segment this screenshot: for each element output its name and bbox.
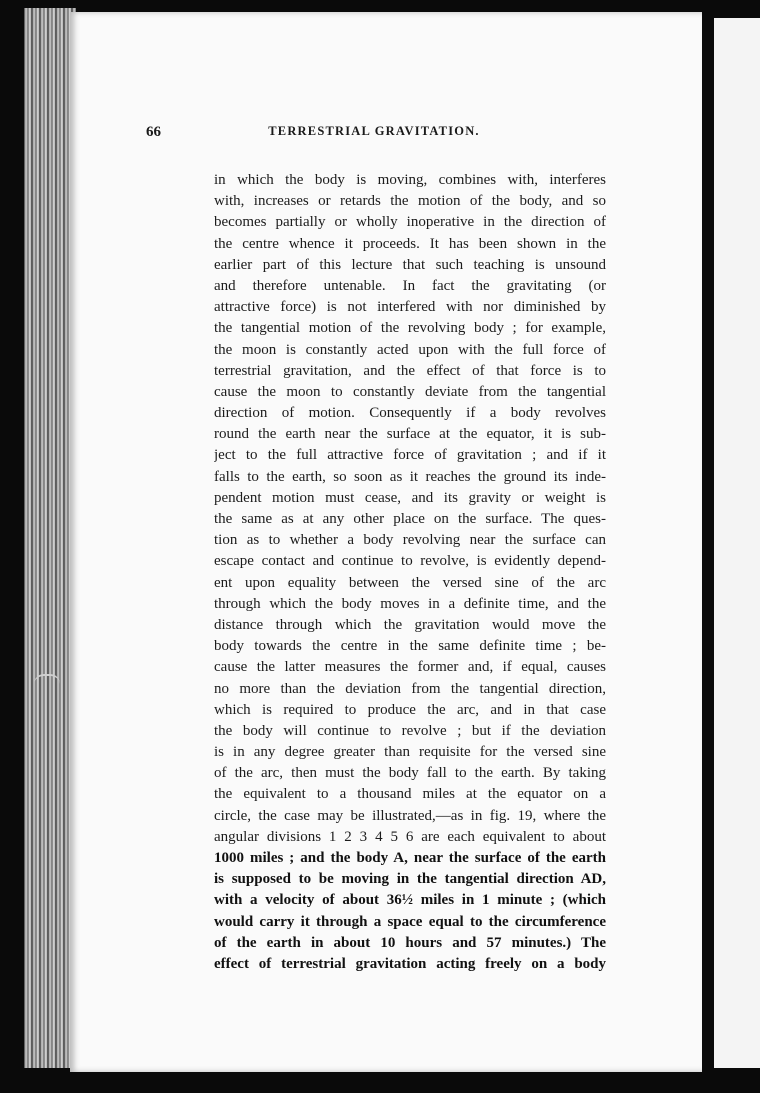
text-line: effect of terrestrial gravitation acting freely on a body [214,955,606,972]
text-line: falls to the earth, so soon as it reaches the ground its inde- [214,468,606,485]
text-line: is in any degree greater than requisite for the versed sine [214,744,606,761]
page-number: 66 [146,124,161,140]
text-line: body towards the centre in the same definite time ; be- [214,638,606,655]
text-line: with, increases or retards the motion of the body, and so [214,193,606,210]
text-line: ject to the full attractive force of gravitation ; and if it [214,447,606,464]
text-line: cause the latter measures the former and, if equal, causes [214,659,606,676]
text-line: becomes partially or wholly inoperative in the direction of [214,214,606,231]
text-line: with a velocity of about 36½ miles in 1 minute ; (which [214,892,606,909]
text-line: round the earth near the surface at the equator, it is sub- [214,426,606,443]
text-line: direction of motion. Consequently if a body revolves [214,405,606,422]
text-line: attractive force) is not interfered with nor diminished by [214,299,606,316]
margin-mark [34,674,60,690]
running-head: TERRESTRIAL GRAVITATION. [268,124,480,138]
text-line: of the arc, then must the body fall to the earth. By taking [214,765,606,782]
text-line: which is required to produce the arc, and in that case [214,701,606,718]
text-line: is supposed to be moving in the tangential direction AD, [214,871,606,888]
text-line: the body will continue to revolve ; but if the deviation [214,722,606,739]
text-line: the same as at any other place on the surface. The ques- [214,511,606,527]
text-line: tion as to whether a body revolving near the surface can [214,532,606,549]
text-line: and therefore untenable. In fact the gravitating (or [214,277,606,294]
text-line: terrestrial gravitation, and the effect of that force is to [214,362,606,379]
book-edge-pages [24,8,76,1068]
text-line: earlier part of this lecture that such teaching is unsound [214,256,606,273]
text-line: the centre whence it proceeds. It has been shown in the [214,235,606,252]
text-line: the moon is constantly acted upon with the full force of [214,341,606,358]
text-line: cause the moon to constantly deviate from the tangential [214,383,606,400]
text-line: the equivalent to a thousand miles at the equator on a [214,786,606,803]
text-line: pendent motion must cease, and its gravity or weight is [214,489,606,506]
text-line: escape contact and continue to revolve, is evidently depend- [214,553,606,570]
text-line: would carry it through a space equal to the circumference [214,913,606,930]
text-line: angular divisions 1 2 3 4 5 6 are each equivalent to about [214,828,606,845]
text-line: through which the body moves in a definite time, and the [214,595,606,612]
text-line: of the earth in about 10 hours and 57 minutes.) The [214,934,606,951]
page-header [146,124,602,146]
text-line: distance through which the gravitation would move the [214,616,606,633]
text-line: ent upon equality between the versed sine of the arc [214,574,606,591]
text-line: no more than the deviation from the tangential direction, [214,680,606,697]
text-line: in which the body is moving, combines with, interferes [214,172,606,188]
text-line: the tangential motion of the revolving body ; for example, [214,320,606,337]
text-line: 1000 miles ; and the body A, near the surface of the earth [214,850,606,866]
body-text [214,170,606,975]
text-line: circle, the case may be illustrated,—as in fig. 19, where the [214,807,606,824]
facing-page-edge [714,18,760,1068]
